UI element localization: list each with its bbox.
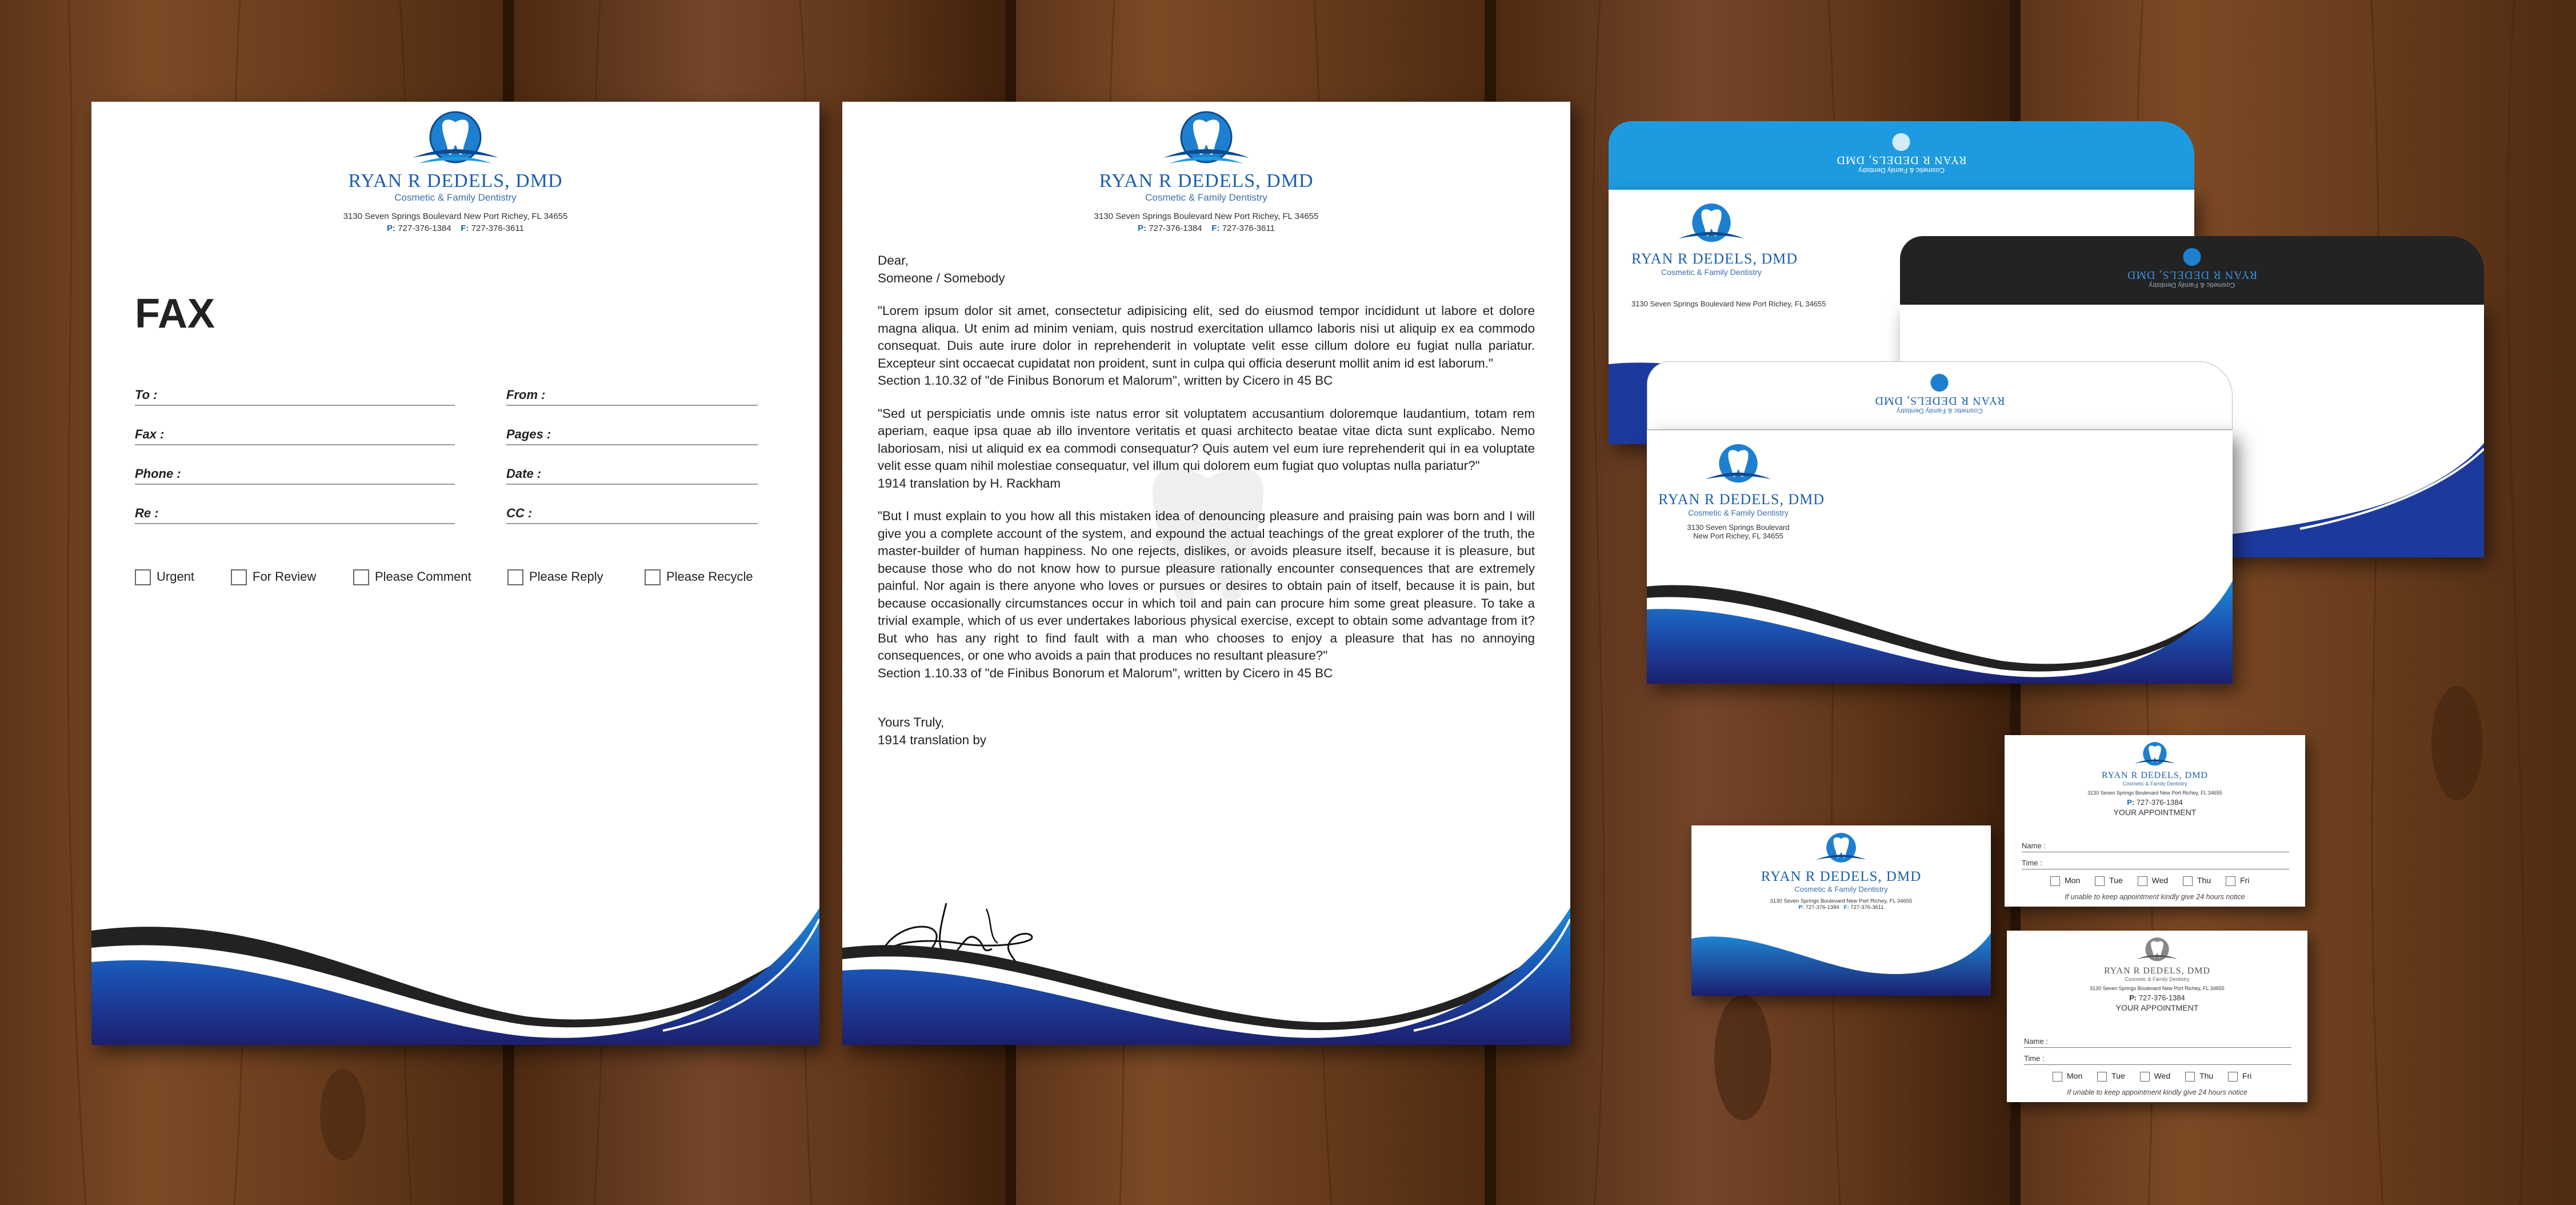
day-checkbox-tue[interactable] bbox=[2095, 876, 2123, 886]
checkbox-label: Urgent bbox=[157, 569, 195, 584]
envelope-white-flap bbox=[1647, 361, 2233, 683]
phone-label: P: bbox=[387, 224, 396, 233]
letter-paragraph bbox=[878, 508, 1535, 682]
appt-time-label: Time : bbox=[2024, 1054, 2045, 1063]
appointment-title: YOUR APPOINTMENT bbox=[2115, 1003, 2199, 1012]
citation: Section 1.10.33 of "de Finibus Bonorum et Malorum", written by Cicero in 45 BC bbox=[878, 665, 1333, 680]
fax-re-field[interactable] bbox=[135, 506, 455, 524]
fax-logo-block bbox=[91, 110, 819, 233]
fax-number: 727-376-3611 bbox=[1222, 224, 1275, 233]
day-label: Mon bbox=[2067, 1071, 2083, 1080]
brand-address: 3130 Seven Springs Boulevard New Port Richey, FL 34655 bbox=[2090, 985, 2225, 991]
brand-tagline: Cosmetic & Family Dentistry bbox=[1794, 885, 1888, 893]
fax-field-label: CC : bbox=[506, 506, 533, 520]
letter-greeting bbox=[878, 252, 1535, 287]
fax-title: FAX bbox=[135, 291, 215, 337]
letter-paragraph bbox=[878, 302, 1535, 390]
day-label: Wed bbox=[2154, 1071, 2171, 1080]
envelope-address: 3130 Seven Springs Boulevard New Port Richey, FL 34655 bbox=[1631, 300, 1826, 308]
fax-date-field[interactable] bbox=[506, 466, 758, 485]
day-label: Tue bbox=[2109, 876, 2123, 885]
fax-label: F: bbox=[1211, 224, 1220, 233]
day-checkbox-thu[interactable] bbox=[2183, 876, 2211, 886]
checkbox-urgent[interactable] bbox=[135, 569, 194, 585]
closing-line2: 1914 translation by bbox=[878, 732, 987, 747]
brand-name: RYAN R DEDELS, DMD bbox=[2101, 771, 2208, 780]
day-checkbox-thu[interactable] bbox=[2185, 1071, 2213, 1082]
appt-time-field[interactable] bbox=[2024, 1054, 2291, 1065]
tooth-logo-icon bbox=[1813, 831, 1870, 869]
paragraph-text: "But I must explain to you how all this mistaken idea of denouncing pleasure and praising pain was born and I will give you a complete account of the system, and expound the actual teachings of the great explorer of the truth, the master-builder of human happiness. No one rejects, dislikes, or avoids pleasure itself, because it is pleasure, but because those who do not know how to pursue pleasure rationally encounter consequences that are extremely painful. Nor again is there anyone who loves or pursues or desires to obtain pain of itself, because it is pain, but because occasionally circumstances occur in which toil and pain can procure him some great pleasure. To take a trivial example, which of us ever undertakes laborious physical exercise, except to obtain some advantage from it? But who has any right to find fault with a man who chooses to enjoy a pleasure that has no annoying consequences, or one who avoids a pain that produces no resultant pleasure?" bbox=[878, 509, 1535, 663]
checkbox-please-reply[interactable] bbox=[507, 569, 603, 585]
blue-wave-footer bbox=[1691, 927, 1991, 996]
brand-phones bbox=[1691, 904, 1991, 911]
fax-sheet bbox=[91, 102, 819, 1045]
brand-tagline: Cosmetic & Family Dentistry bbox=[2125, 976, 2190, 982]
tooth-logo-icon bbox=[1885, 128, 1919, 153]
tooth-logo-icon bbox=[2132, 741, 2178, 771]
appt-name-field[interactable] bbox=[2024, 1037, 2291, 1048]
fax-field-label: Pages : bbox=[506, 427, 551, 441]
day-label: Tue bbox=[2111, 1071, 2125, 1080]
fax-phone-field[interactable] bbox=[135, 466, 455, 485]
brand-phones bbox=[2005, 798, 2305, 807]
brand-address: 3130 Seven Springs Boulevard New Port Richey, FL 34655 bbox=[1094, 212, 1319, 221]
tooth-logo-icon bbox=[2134, 936, 2180, 966]
flap-logo-upside-down bbox=[1900, 243, 2484, 289]
fax-pages-field[interactable] bbox=[506, 427, 758, 445]
appt-name-label: Name : bbox=[2024, 1037, 2048, 1046]
appt-name-label: Name : bbox=[2022, 841, 2046, 850]
brand-phones bbox=[91, 224, 819, 233]
day-checkbox-fri[interactable] bbox=[2226, 876, 2249, 886]
blue-wave-footer bbox=[842, 908, 1570, 1045]
day-checkbox-wed[interactable] bbox=[2140, 1071, 2171, 1082]
fax-number: 727-376-3611 bbox=[1850, 904, 1884, 911]
card-logo-block bbox=[1691, 831, 1991, 911]
recipient: Someone / Somebody bbox=[878, 270, 1005, 285]
brand-tagline: Cosmetic & Family Dentistry bbox=[1688, 508, 1789, 517]
brand-name: RYAN R DEDELS, DMD bbox=[1836, 154, 1967, 166]
appointment-card-color bbox=[2005, 735, 2305, 907]
brand-name: RYAN R DEDELS, DMD bbox=[2103, 966, 2210, 976]
day-label: Thu bbox=[2197, 876, 2211, 885]
day-label: Mon bbox=[2065, 876, 2081, 885]
flap-logo-upside-down bbox=[1647, 369, 2232, 415]
phone-label: P: bbox=[2127, 798, 2135, 807]
brand-tagline: Cosmetic & Family Dentistry bbox=[1661, 268, 1762, 277]
brand-tagline: Cosmetic & Family Dentistry bbox=[2149, 281, 2235, 289]
phone-number: 727-376-1384 bbox=[1805, 904, 1839, 911]
brand-tagline: Cosmetic & Family Dentistry bbox=[1858, 166, 1945, 174]
fax-number: 727-376-3611 bbox=[471, 224, 524, 233]
citation: 1914 translation by H. Rackham bbox=[878, 476, 1061, 490]
letter-body bbox=[878, 252, 1535, 764]
fax-field-label: Fax : bbox=[135, 427, 165, 441]
envelope-address-line2: New Port Richey, FL 34655 bbox=[1693, 532, 1783, 540]
letter-paragraph bbox=[878, 405, 1535, 493]
appt-time-field[interactable] bbox=[2022, 859, 2289, 869]
brand-tagline: Cosmetic & Family Dentistry bbox=[2122, 781, 2187, 787]
brand-name: RYAN R DEDELS, DMD bbox=[2126, 269, 2258, 281]
checkbox-label: For Review bbox=[253, 569, 317, 584]
envelope-logo-block bbox=[1658, 442, 1825, 540]
checkbox-for-review[interactable] bbox=[231, 569, 316, 585]
day-checkbox-mon[interactable] bbox=[2050, 876, 2080, 886]
checkbox-please-comment[interactable] bbox=[353, 569, 471, 585]
fax-field-label: Re : bbox=[135, 506, 159, 520]
brand-tagline: Cosmetic & Family Dentistry bbox=[1145, 192, 1267, 203]
fax-field-label: To : bbox=[135, 388, 158, 402]
appt-logo-block bbox=[2007, 936, 2307, 1012]
letter-logo-block bbox=[842, 110, 1570, 233]
fax-field-label: From : bbox=[506, 388, 546, 402]
letter-closing bbox=[878, 714, 1535, 749]
phone-label: P: bbox=[1138, 224, 1147, 233]
business-card bbox=[1691, 825, 1991, 996]
tooth-logo-icon bbox=[1674, 201, 1749, 250]
blue-wave-footer bbox=[1647, 575, 2233, 684]
envelope-logo-block bbox=[1631, 201, 1798, 277]
day-label: Fri bbox=[2240, 876, 2250, 885]
paragraph-text: "Sed ut perspiciatis unde omnis iste natus error sit voluptatem accusantium doloremque laudantium, totam rem aperiam, eaque ipsa quae ab illo inventore veritatis et quasi architecto beatae vitae dicta sunt explicabo. Nemo laboriosam, nisi ut aliquid ex ea commodi consequatur? Quis autem vel eum iure reprehenderit qui in ea voluptate velit esse quam nihil molestiae consequatur, vel illum qui dolorem eum fugiat quo voluptas nulla pariatur?" bbox=[878, 406, 1535, 473]
closing: Yours Truly, bbox=[878, 715, 945, 729]
appt-name-field[interactable] bbox=[2022, 841, 2289, 852]
citation: Section 1.10.32 of "de Finibus Bonorum et Malorum", written by Cicero in 45 BC bbox=[878, 373, 1333, 388]
envelope-body bbox=[1647, 430, 2233, 684]
tooth-logo-icon bbox=[1701, 442, 1775, 491]
brand-address: 3130 Seven Springs Boulevard New Port Richey, FL 34655 bbox=[1770, 898, 1913, 904]
envelope-flap bbox=[1647, 361, 2233, 430]
phone-number: 727-376-1384 bbox=[2136, 798, 2183, 807]
day-checkbox-fri[interactable] bbox=[2228, 1071, 2251, 1082]
appt-logo-block bbox=[2005, 741, 2305, 817]
checkbox-label: Please Comment bbox=[375, 569, 471, 584]
tooth-logo-icon bbox=[2175, 243, 2209, 268]
day-checkbox-tue[interactable] bbox=[2097, 1071, 2125, 1082]
brand-phones bbox=[842, 224, 1570, 233]
day-checkbox-wed[interactable] bbox=[2138, 876, 2169, 886]
fax-cc-field[interactable] bbox=[506, 506, 758, 524]
salutation: Dear, bbox=[878, 253, 909, 268]
appt-days-row bbox=[2050, 876, 2262, 886]
fax-label: F: bbox=[461, 224, 469, 233]
appointment-card-grayscale bbox=[2007, 931, 2307, 1102]
day-label: Fri bbox=[2242, 1071, 2252, 1080]
appointment-title: YOUR APPOINTMENT bbox=[2113, 808, 2197, 817]
fax-label: F: bbox=[1843, 904, 1849, 911]
envelope-flap bbox=[1900, 236, 2484, 305]
brand-name: RYAN R DEDELS, DMD bbox=[1761, 869, 1922, 884]
brand-name: RYAN R DEDELS, DMD bbox=[1099, 170, 1314, 191]
day-label: Wed bbox=[2151, 876, 2169, 885]
phone-label: P: bbox=[2129, 993, 2137, 1002]
checkbox-label: Please Recycle bbox=[666, 569, 753, 584]
brand-tagline: Cosmetic & Family Dentistry bbox=[394, 192, 517, 203]
phone-number: 727-376-1384 bbox=[2138, 993, 2185, 1002]
fax-field-label: Date : bbox=[506, 466, 542, 481]
envelope-flap bbox=[1609, 121, 2194, 190]
phone-number: 727-376-1384 bbox=[398, 224, 451, 233]
envelope-address-line1: 3130 Seven Springs Boulevard bbox=[1687, 523, 1790, 532]
day-label: Thu bbox=[2199, 1071, 2214, 1080]
brand-phones bbox=[2007, 993, 2307, 1002]
letterhead-sheet bbox=[842, 102, 1570, 1045]
appt-notice: If unable to keep appointment kindly give 24 hours notice bbox=[2065, 893, 2245, 901]
paragraph-text: "Lorem ipsum dolor sit amet, consectetur adipisicing elit, sed do eiusmod tempor incididunt ut labore et dolore magna aliqua. Ut enim ad minim veniam, quis nostrud exercitation ullamco laboris nisi ut aliquip ex ea commodo consequat. Duis aute irure dolor in reprehenderit in voluptate velit esse cillum dolore eu fugiat nulla pariatur. Excepteur sint occaecat cupidatat non proident, sunt in culpa qui officia deserunt mollit anim id est laborum." bbox=[878, 304, 1535, 370]
tooth-logo-icon bbox=[407, 110, 504, 173]
flap-logo-upside-down bbox=[1609, 128, 2194, 174]
brand-name: RYAN R DEDELS, DMD bbox=[348, 170, 563, 191]
brand-address: 3130 Seven Springs Boulevard New Port Richey, FL 34655 bbox=[343, 212, 568, 221]
appt-notice: If unable to keep appointment kindly give 24 hours notice bbox=[2067, 1088, 2247, 1096]
appt-time-label: Time : bbox=[2022, 859, 2042, 867]
checkbox-label: Please Reply bbox=[529, 569, 603, 584]
phone-label: P: bbox=[1798, 904, 1804, 911]
brand-name: RYAN R DEDELS, DMD bbox=[1874, 394, 2005, 407]
brand-name: RYAN R DEDELS, DMD bbox=[1658, 491, 1825, 508]
checkbox-please-recycle[interactable] bbox=[645, 569, 753, 585]
tooth-logo-icon bbox=[1158, 110, 1255, 173]
day-checkbox-mon[interactable] bbox=[2053, 1071, 2082, 1082]
brand-tagline: Cosmetic & Family Dentistry bbox=[1897, 407, 1983, 415]
fax-field-label: Phone : bbox=[135, 466, 181, 481]
fax-fax-field[interactable] bbox=[135, 427, 455, 445]
brand-address: 3130 Seven Springs Boulevard New Port Richey, FL 34655 bbox=[2087, 790, 2222, 796]
tooth-logo-icon bbox=[1923, 369, 1957, 394]
fax-to-field[interactable] bbox=[135, 388, 455, 406]
blue-wave-footer bbox=[91, 908, 819, 1045]
appt-days-row bbox=[2053, 1071, 2264, 1082]
phone-number: 727-376-1384 bbox=[1149, 224, 1202, 233]
fax-from-field[interactable] bbox=[506, 388, 758, 406]
brand-name: RYAN R DEDELS, DMD bbox=[1631, 250, 1798, 267]
